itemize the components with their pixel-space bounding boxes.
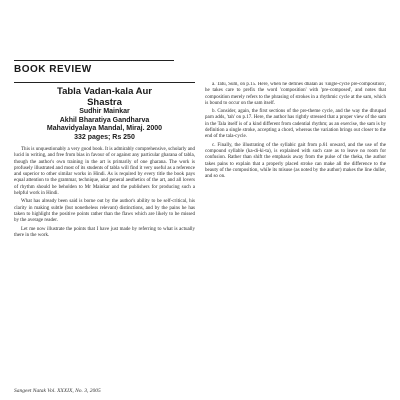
book-publisher-2: Mahavidyalaya Mandal, Miraj. 2000 xyxy=(46,125,163,132)
left-paragraph: Let me now illustrate the points that I have just made by referring to what is actually there in the work. xyxy=(14,226,195,238)
right-paragraph: c. Finally, the illustrating of the syllabic gait from p.61 onward, and the use of the compound syllable (ka-di-ki-ta), is explained with such care as to leave no room for confusion. Rather than shift the emphasis away from the pulse of the theka, the author takes pains to explain that a properly placed stroke can make all the difference to the beauty of the composition, while its misuse (as noted by the author) makes the line duller, and so on. xyxy=(205,142,386,180)
top-rule xyxy=(14,60,174,61)
section-label: BOOK REVIEW xyxy=(14,64,92,75)
book-title-line-2: Shastra xyxy=(87,97,122,108)
review-columns xyxy=(14,82,386,382)
book-title xyxy=(14,82,195,108)
right-paragraph: a. Tatu, Sum, on p.15. Here, when he defines dhalan as 'single-cycle pre-composition', he takes care to prefix the word 'composition' with 'pre-composed', and notes that composition merely refers to the phrasing of strokes in a rhythmic cycle at the sam, which is bound to occur on the sam itself. xyxy=(205,82,386,106)
left-paragraph: What has already been said is borne out by the author's ability to be self-critical, his clarity in making subtle (but nonetheless relevant) distinctions, and by the pains he has taken to highlight the positive points rather than the flaws which are likely to be missed by the average reader. xyxy=(14,199,195,224)
journal-footer: Sangeet Natak Vol. XXXIX, No. 3, 2005 xyxy=(14,388,101,394)
right-column xyxy=(205,82,386,382)
book-pages-price: 332 pages; Rs 250 xyxy=(74,133,135,141)
book-title-line-1: Tabla Vadan-kala Aur xyxy=(56,86,153,97)
book-author: Sudhir Mainkar xyxy=(79,108,130,115)
book-publisher-1: Akhil Bharatiya Gandharva xyxy=(59,116,150,124)
left-paragraph: This is unquestionably a very good book. It is admirably comprehensive, scholarly and lucid in writing, and free from bias in favour of or against any particular gharana of tabla, though the author's own training in the art is primarily of one gharana. The work is profusely illustrated and most of its students of tabla will find it very useful as a reference and superior to other similar works in Hindi. As is required by every title the book pays equal attention to the grammar, technique, and general aesthetics of the art, and all lovers of rhythm should be beholden to Mr Mainkar and the publishers for producing such a helpful work in Hindi. xyxy=(14,147,195,197)
book-meta xyxy=(14,108,195,142)
right-paragraph: b. Consider, again, the first sections of the pre-theme cycle, and the way the dhrupad parn adds, 'tah' on p.17. Here, the author has rightly stressed that a proper view of the sam in the Tala itself is of a kind different from cadential rhythm; as an exercise, the sam is by definition a single stroke, accepting a chord, whereas the variation brings out closer to the end of the tala-cycle. xyxy=(205,109,386,140)
left-column xyxy=(14,82,195,382)
